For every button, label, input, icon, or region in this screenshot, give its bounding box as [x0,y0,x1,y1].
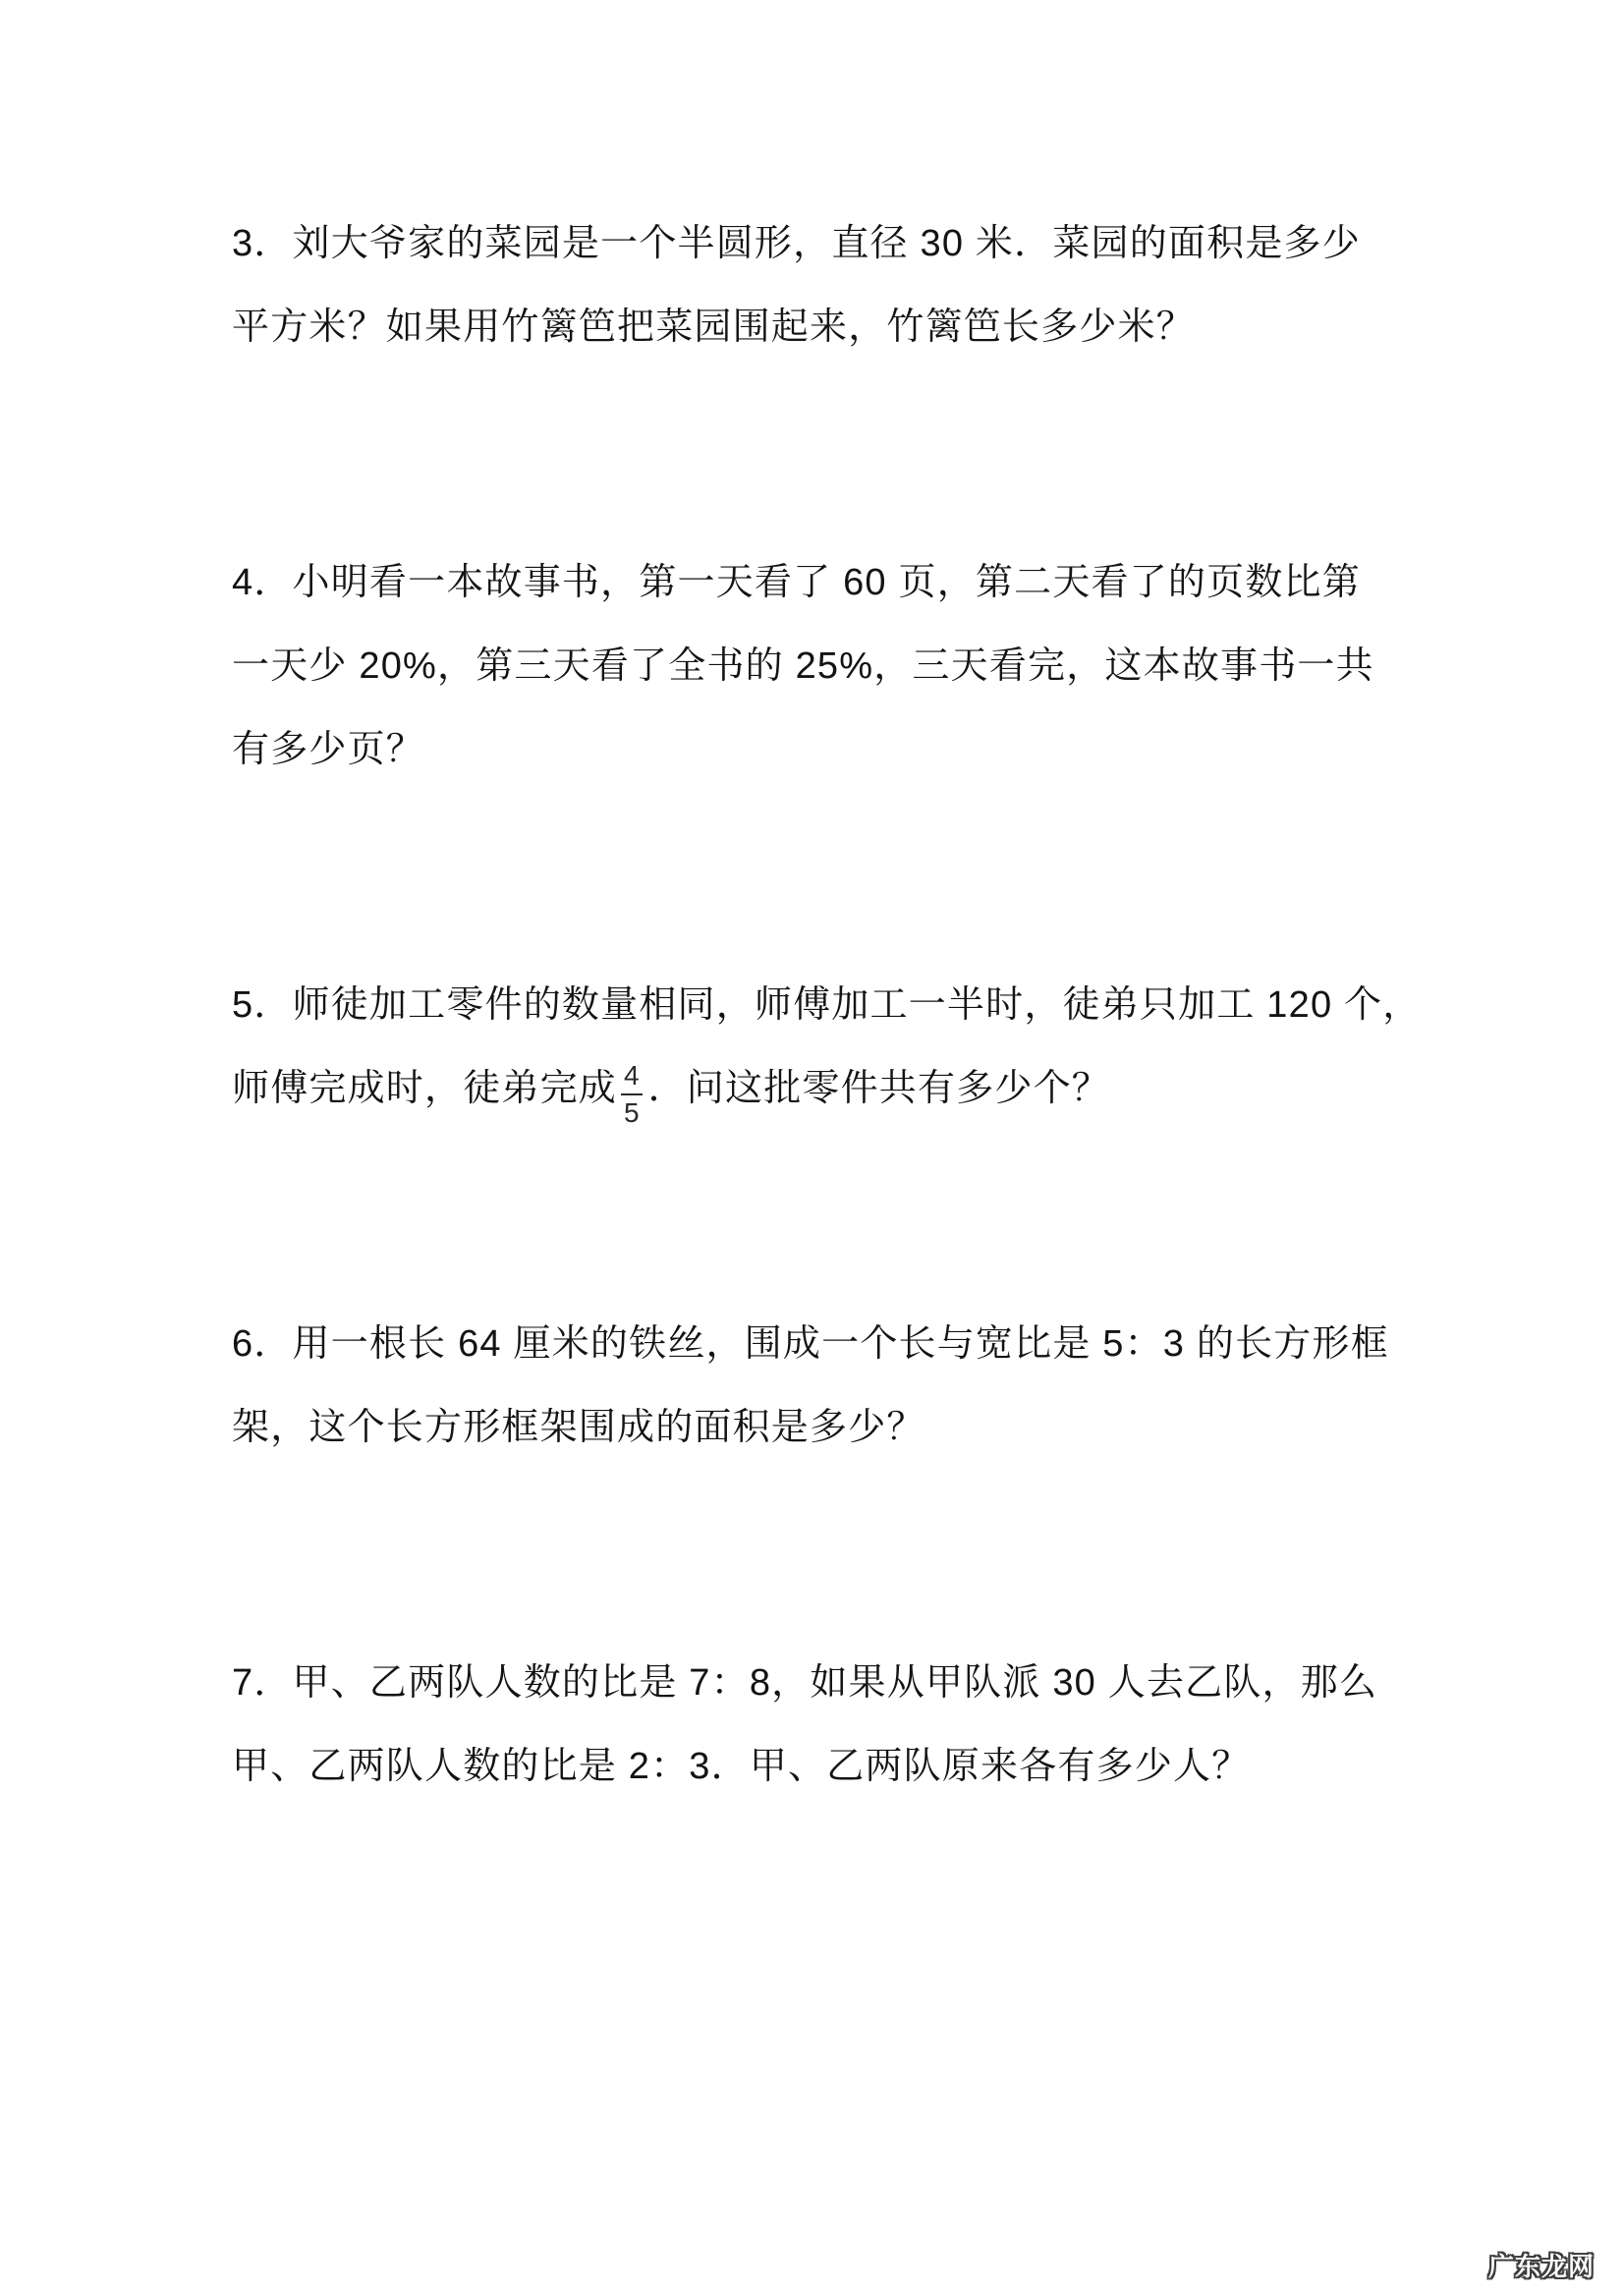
question-5-line-2-pre: 师傅完成时，徒弟完成 [232,1068,618,1109]
watermark-logo: 广东龙网 [1487,2252,1595,2281]
fraction-four-fifths [621,1059,643,1128]
question-4-line-1: 4．小明看一本故事书，第一天看了 60 页，第二天看了的页数比第 [232,562,1361,603]
question-4-line-3: 有多少页？ [232,729,425,770]
question-7-line-2: 甲、乙两队人数的比是 2：3．甲、乙两队原来各有多少人？ [232,1746,1251,1787]
worksheet-content [232,202,1460,1809]
question-3 [232,202,1460,369]
question-4 [232,541,1460,792]
question-7-line-1: 7．甲、乙两队人数的比是 7：8，如果从甲队派 30 人去乙队，那么 [232,1662,1378,1704]
fraction-denominator: 5 [621,1093,643,1127]
question-5-line-2 [232,1047,1460,1131]
question-6-line-2: 架，这个长方形框架围成的面积是多少？ [232,1407,925,1448]
question-4-line-2: 一天少 20%，第三天看了全书的 25%，三天看完，这本故事书一共 [232,645,1374,687]
question-3-line-2: 平方米？如果用竹篱笆把菜园围起来，竹篱笆长多少米？ [232,307,1196,348]
question-3-line-1: 3．刘大爷家的菜园是一个半圆形，直径 30 米．菜园的面积是多少 [232,223,1361,264]
question-5 [232,964,1460,1131]
fraction-numerator: 4 [624,1059,640,1091]
question-7 [232,1642,1460,1809]
question-6-line-1: 6．用一根长 64 厘米的铁丝，围成一个长与宽比是 5：3 的长方形框 [232,1323,1389,1365]
question-6 [232,1303,1460,1470]
question-5-line-1: 5．师徒加工零件的数量相同，师傅加工一半时，徒弟只加工 120 个， [232,984,1422,1026]
question-5-line-2-post: ．问这批零件共有多少个？ [647,1068,1110,1109]
